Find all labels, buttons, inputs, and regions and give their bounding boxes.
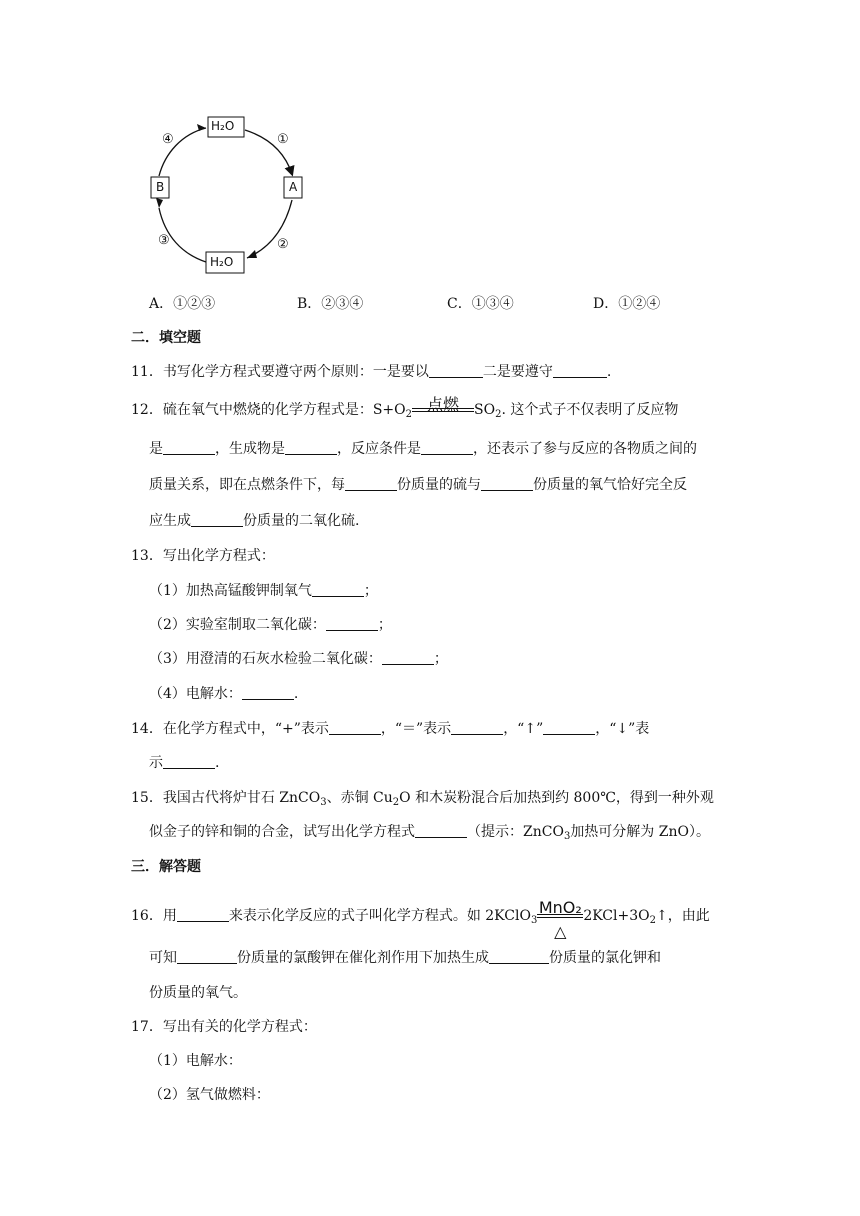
q15-sub-hint-3: 3 xyxy=(563,831,571,842)
q14-text-6: . xyxy=(215,755,220,771)
q12-blank-oxygen-mass[interactable] xyxy=(481,476,533,491)
q15-text-5: （提示：ZnCO xyxy=(467,824,564,840)
q13-item-2-end: ； xyxy=(377,617,392,633)
q13-blank-2[interactable] xyxy=(326,616,378,631)
option-c: C．①③④ xyxy=(447,296,514,312)
q15-sub-2: 2 xyxy=(392,797,400,808)
option-d: D．①②④ xyxy=(593,296,661,312)
q13-blank-1[interactable] xyxy=(312,582,364,597)
question-16-line-3: 份质量的氧气。 xyxy=(149,985,247,1001)
question-17-item-2: （2）氢气做燃料： xyxy=(149,1087,270,1103)
question-12-line-3 xyxy=(149,474,687,494)
q12-l3-text-c: 份质量的氧气恰好完全反 xyxy=(533,477,687,493)
q12-text-1: 12．硫在氧气中燃烧的化学方程式是：S+O xyxy=(131,402,406,418)
question-12-line-4 xyxy=(149,510,359,530)
q14-text-5: 示 xyxy=(149,755,163,771)
question-13-item-3 xyxy=(149,648,448,668)
q16-text-1: 16．用 xyxy=(131,908,177,924)
q16-text-2: 来表示化学反应的式子叫化学方程式。如 2KClO xyxy=(228,908,531,924)
q16-l2-text-c: 份质量的氯化钾和 xyxy=(549,950,661,966)
step-1-label: ① xyxy=(277,132,289,147)
cycle-arrows xyxy=(159,128,292,262)
q15-text-3: O 和木炭粉混合后加热到约 800℃，得到一种外观 xyxy=(399,790,714,806)
question-14-line-1 xyxy=(131,718,649,738)
question-13-item-1 xyxy=(149,580,378,600)
question-17-item-1: （1）电解水： xyxy=(149,1053,242,1069)
q12-blank-sulfur-mass[interactable] xyxy=(345,476,397,491)
question-11 xyxy=(131,361,611,381)
q15-text-1: 15．我国古代将炉甘石 ZnCO xyxy=(131,790,321,806)
q12-l2-text-a: 是 xyxy=(149,441,163,457)
q16-l2-text-b: 份质量的氯酸钾在催化剂作用下加热生成 xyxy=(237,950,489,966)
question-15-line-1 xyxy=(131,787,714,808)
q12-l4-text-b: 份质量的二氧化硫. xyxy=(243,513,360,529)
step-4-label: ④ xyxy=(162,132,174,147)
q14-blank-equals[interactable] xyxy=(451,720,503,735)
q12-blank-products[interactable] xyxy=(285,440,337,455)
q12-l3-text-a: 质量关系，即在点燃条件下，每 xyxy=(149,477,345,493)
q15-blank-equation[interactable] xyxy=(415,823,467,838)
q14-text-4: ，“↓”表 xyxy=(595,721,650,737)
q12-sub-o2: 2 xyxy=(405,409,412,420)
question-15-line-2 xyxy=(149,821,710,842)
q16-heat-symbol: △ xyxy=(554,922,567,941)
q12-blank-reactants[interactable] xyxy=(163,440,215,455)
box-left-label: B xyxy=(156,180,165,194)
q13-item-1-text: （1）加热高锰酸钾制氧气 xyxy=(149,583,312,599)
q12-condition-label: 点燃 xyxy=(426,395,459,414)
q14-text-2: ，“＝”表示 xyxy=(380,721,452,737)
q13-item-2-text: （2）实验室制取二氧化碳： xyxy=(149,617,326,633)
q13-item-1-end: ； xyxy=(363,583,378,599)
question-12-line-2 xyxy=(149,438,697,458)
q15-sub-3: 3 xyxy=(320,797,327,808)
step-3-label: ③ xyxy=(158,233,170,248)
question-13-title: 13．写出化学方程式： xyxy=(131,548,275,564)
q12-l2-text-d: ，还表示了参与反应的各物质之间的 xyxy=(473,441,697,457)
q16-blank-kclo3-mass[interactable] xyxy=(177,949,237,964)
q16-blank-kcl-mass[interactable] xyxy=(489,949,549,964)
question-12-line-1 xyxy=(131,395,679,420)
q13-blank-3[interactable] xyxy=(382,650,434,665)
q12-text-2: SO xyxy=(474,402,496,418)
q16-sub-3: 3 xyxy=(530,915,538,926)
q12-l2-text-c: ，反应条件是 xyxy=(337,441,421,457)
q16-text-4: ↑，由此 xyxy=(655,908,710,924)
q16-text-3: 2KCl+3O xyxy=(583,908,650,924)
q14-blank-plus[interactable] xyxy=(329,720,381,735)
q12-blank-so2-mass[interactable] xyxy=(191,512,243,527)
q11-text-2: 二是要遵守 xyxy=(482,364,553,380)
q14-text-3: ，“↑” xyxy=(503,721,544,737)
q12-l4-text-a: 应生成 xyxy=(149,513,191,529)
q14-blank-up-arrow[interactable] xyxy=(543,720,595,735)
q13-item-3-end: ； xyxy=(433,651,448,667)
q12-sub-so2: 2 xyxy=(495,409,502,420)
arrowhead-2 xyxy=(247,250,257,258)
q11-blank-2[interactable] xyxy=(553,363,607,378)
q12-text-3: . 这个式子不仅表明了反应物 xyxy=(501,402,679,418)
q16-blank-symbols[interactable] xyxy=(177,907,229,922)
q13-blank-4[interactable] xyxy=(242,685,294,700)
q12-l2-text-b: ，生成物是 xyxy=(215,441,285,457)
question-17-title: 17．写出有关的化学方程式： xyxy=(131,1019,317,1035)
q12-l3-text-b: 份质量的硫与 xyxy=(397,477,481,493)
q12-blank-condition[interactable] xyxy=(421,440,473,455)
q16-l2-text-a: 可知 xyxy=(149,950,177,966)
box-bottom-label: H₂O xyxy=(210,255,234,269)
q11-text-3: . xyxy=(606,364,612,380)
q13-item-4-end: . xyxy=(293,686,299,702)
step-2-label: ② xyxy=(277,237,289,252)
question-14-line-2 xyxy=(149,752,219,772)
q14-blank-down-arrow[interactable] xyxy=(163,754,215,769)
q15-text-2: 、赤铜 Cu xyxy=(326,790,393,806)
q11-blank-1[interactable] xyxy=(429,363,483,378)
q13-item-3-text: （3）用澄清的石灰水检验二氧化碳： xyxy=(149,651,382,667)
arrowhead-3 xyxy=(156,198,163,208)
option-a: A．①②③ xyxy=(149,296,216,312)
q15-text-4: 似金子的锌和铜的合金，试写出化学方程式 xyxy=(149,824,415,840)
option-b: B．②③④ xyxy=(297,296,364,312)
box-right-label: A xyxy=(289,180,298,194)
q15-text-6: 加热可分解为 ZnO）。 xyxy=(570,824,710,840)
question-13-item-2 xyxy=(149,614,392,634)
section-2-heading: 二．填空题 xyxy=(131,330,201,346)
section-3-heading: 三．解答题 xyxy=(131,859,201,875)
box-top-label: H₂O xyxy=(211,119,235,133)
q11-text-1: 11．书写化学方程式要遵守两个原则：一是要以 xyxy=(131,364,429,380)
question-16-line-1 xyxy=(131,898,710,941)
q16-sub-2: 2 xyxy=(649,915,656,926)
q16-catalyst-label: MnO₂ xyxy=(538,898,582,917)
q13-item-4-text: （4）电解水： xyxy=(149,686,242,702)
question-13-item-4 xyxy=(149,683,298,703)
q14-text-1: 14．在化学方程式中，“+”表示 xyxy=(131,721,329,737)
question-16-line-2 xyxy=(149,947,661,967)
